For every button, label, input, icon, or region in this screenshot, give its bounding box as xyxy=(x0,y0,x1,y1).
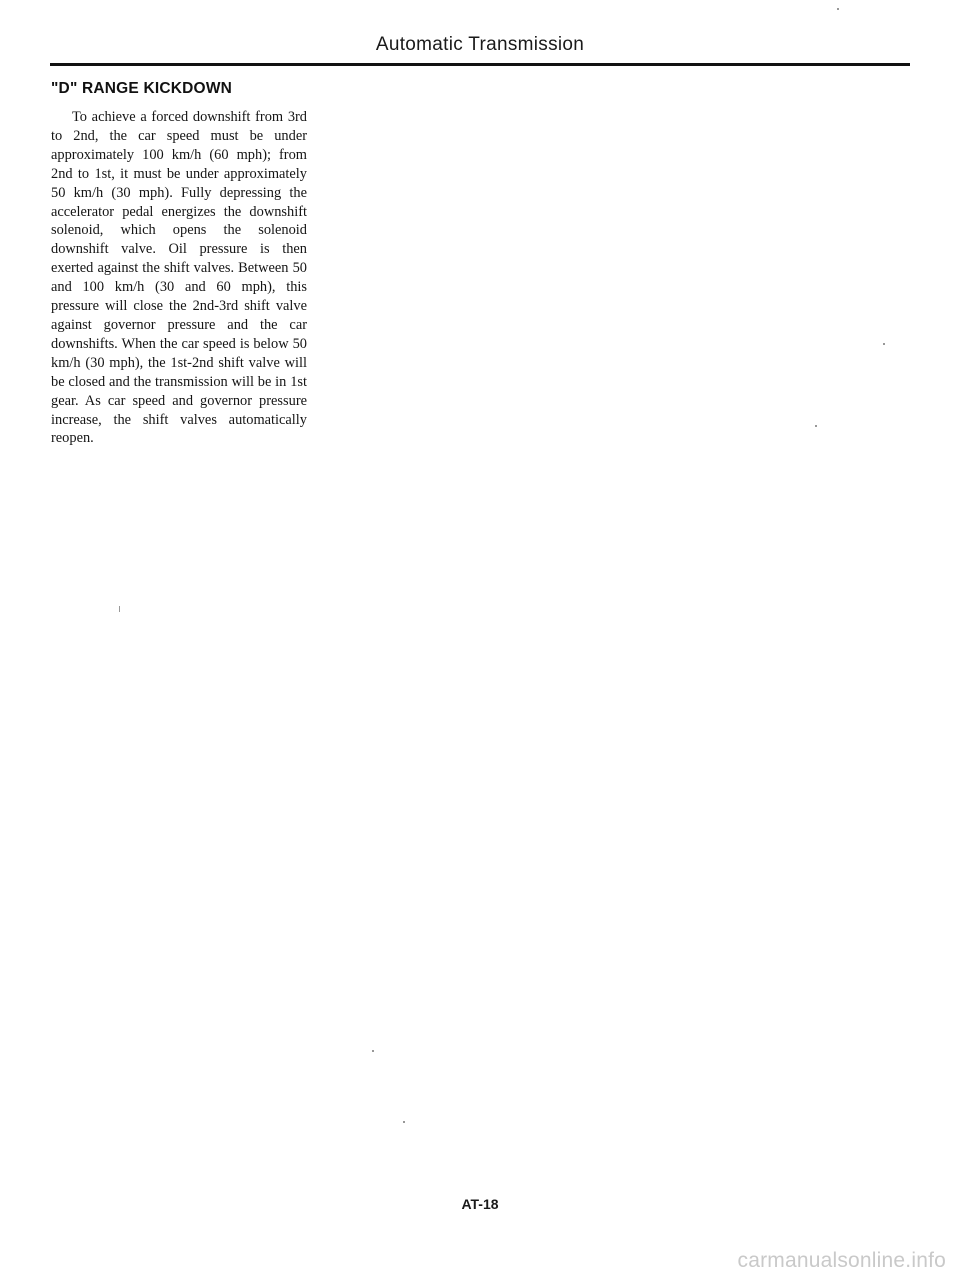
header-rule xyxy=(50,63,910,66)
scan-speck xyxy=(403,1121,405,1123)
header-title: Automatic Transmission xyxy=(375,34,585,55)
page-header xyxy=(0,34,960,56)
section-paragraph: To achieve a forced downshift from 3rd to 2nd, the car speed must be under approximately 100 km/h (60 mph); from 2nd to 1st, it must be under approximately 50 km/h (30 mph). Fully depressing the accelerator pedal energizes the downshift solenoid, which opens the solenoid downshift valve. Oil pressure is then exerted against the shift valves. Between 50 and 100 km/h (30 and 60 mph), this pressure will close the 2nd-3rd shift valve against governor pressure and the car downshifts. When the car speed is below 50 km/h (30 mph), the 1st-2nd shift valve will be closed and the transmission will be in 1st gear. As car speed and governor pressure increase, the shift valves automatically reopen. xyxy=(51,109,307,447)
scan-speck xyxy=(837,8,839,10)
watermark[interactable]: carmanualsonline.info xyxy=(737,1249,946,1272)
scan-speck xyxy=(815,425,817,427)
scan-speck xyxy=(119,606,120,612)
scan-speck xyxy=(883,343,885,345)
scan-speck xyxy=(372,1050,374,1052)
section-title: "D" RANGE KICKDOWN xyxy=(51,80,233,97)
page-number: AT-18 xyxy=(461,1196,499,1212)
